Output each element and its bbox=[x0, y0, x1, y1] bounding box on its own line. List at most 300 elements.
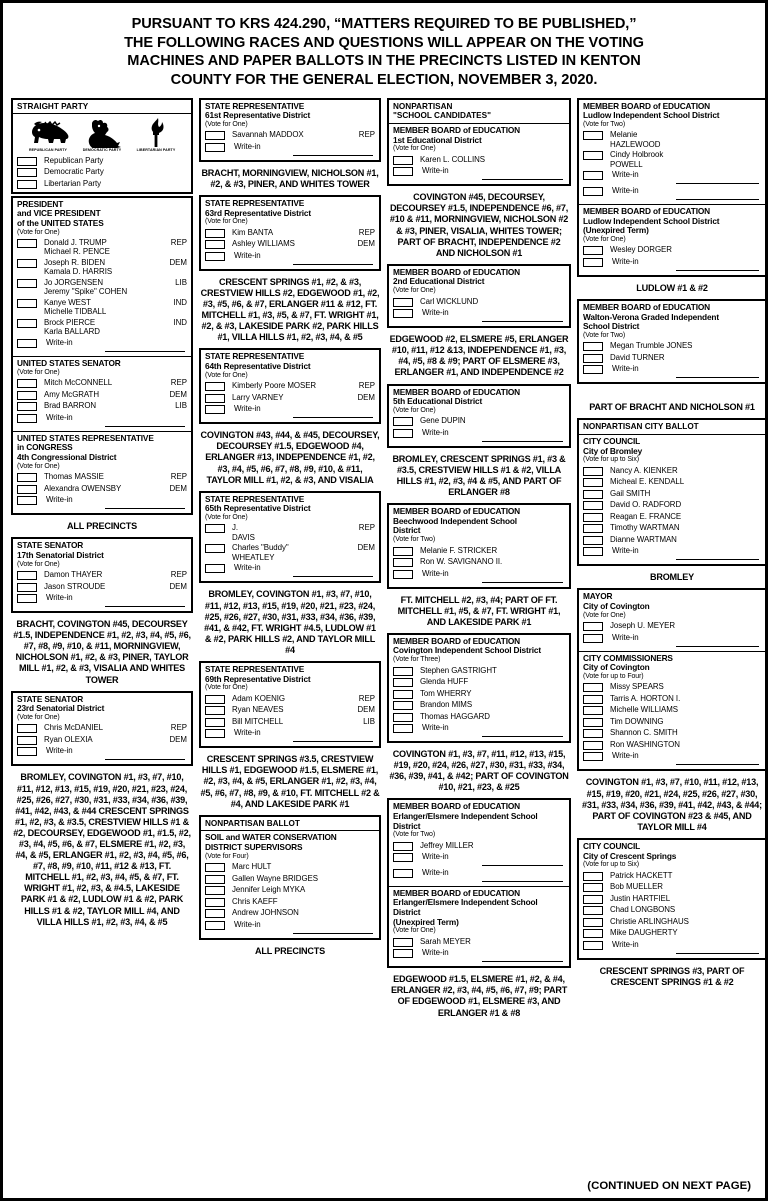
checkbox[interactable] bbox=[205, 394, 225, 403]
office-title: UNITED STATES SENATOR bbox=[17, 358, 121, 369]
candidate-row[interactable] bbox=[583, 523, 761, 533]
emblem-republican bbox=[22, 118, 74, 153]
checkbox[interactable] bbox=[583, 622, 603, 631]
checkbox[interactable] bbox=[583, 187, 603, 196]
office-title-line-2: City of Covington bbox=[583, 662, 650, 673]
checkbox[interactable] bbox=[17, 259, 37, 268]
checkbox[interactable] bbox=[205, 898, 225, 907]
candidate-row[interactable] bbox=[583, 245, 761, 255]
candidate-row[interactable] bbox=[17, 238, 187, 257]
candidate-row[interactable] bbox=[583, 894, 761, 904]
write-in-line bbox=[676, 559, 759, 560]
candidate-row[interactable] bbox=[17, 258, 187, 277]
continued-notice: (CONTINUED ON NEXT PAGE) bbox=[587, 1180, 751, 1192]
elephant-emblem bbox=[22, 118, 74, 148]
contest-president bbox=[13, 198, 191, 357]
candidate-row[interactable] bbox=[393, 297, 565, 307]
office-title-line-4: (Unexpired Term) bbox=[393, 916, 459, 927]
checkbox[interactable] bbox=[583, 695, 603, 704]
checkbox[interactable] bbox=[393, 678, 413, 687]
checkbox[interactable] bbox=[583, 872, 603, 881]
candidate-row[interactable] bbox=[583, 489, 761, 499]
candidate-row[interactable] bbox=[17, 390, 187, 400]
candidate-name: Gail SMITH bbox=[610, 488, 651, 498]
precinct-caption: COVINGTON #43, #44, & #45, DECOURSEY, DECOURSEY #1.5, EDGEWOOD #4, ERLANGER #13, INDEPENDENCE #1, #2, #3, #4, #5, #6, #7, #8, #9, #10, & #11, TAYLOR MILL #1, #2, & #3, AND VISALIA bbox=[200, 430, 380, 485]
checkbox[interactable] bbox=[17, 168, 37, 177]
checkbox[interactable] bbox=[583, 171, 603, 180]
checkbox[interactable] bbox=[17, 391, 37, 400]
write-in-row[interactable] bbox=[17, 495, 187, 505]
candidate-name: Cindy Holbrook POWELL bbox=[603, 150, 761, 169]
checkbox[interactable] bbox=[393, 547, 413, 556]
torch-emblem bbox=[130, 118, 182, 148]
checkbox[interactable] bbox=[393, 667, 413, 676]
write-in-row[interactable] bbox=[205, 142, 375, 152]
office-title bbox=[393, 889, 565, 927]
candidate-row[interactable] bbox=[583, 500, 761, 510]
office-title bbox=[393, 802, 565, 831]
write-in-label: Write-in bbox=[422, 948, 449, 958]
emblem-caption-republican: REPUBLICAN PARTY bbox=[28, 148, 68, 153]
checkbox[interactable] bbox=[205, 886, 225, 895]
candidate-row[interactable] bbox=[393, 557, 565, 567]
contest-group-erlanger-elsmere bbox=[387, 798, 571, 968]
write-in-row[interactable] bbox=[393, 868, 565, 878]
office-title-line-2: Erlanger/Elsmere Independent School bbox=[393, 897, 538, 908]
checkbox[interactable] bbox=[17, 379, 37, 388]
candidate-row[interactable] bbox=[583, 728, 761, 738]
candidate-row[interactable] bbox=[583, 512, 761, 522]
candidate-row[interactable] bbox=[583, 477, 761, 487]
checkbox[interactable] bbox=[583, 741, 603, 750]
write-in-row[interactable] bbox=[583, 257, 761, 267]
candidate-row[interactable] bbox=[583, 682, 761, 692]
precinct-caption: BROMLEY bbox=[649, 572, 695, 583]
office-title-line-2: City of Covington bbox=[583, 601, 650, 612]
checkbox[interactable] bbox=[583, 883, 603, 892]
checkbox[interactable] bbox=[393, 724, 413, 733]
checkbox[interactable] bbox=[17, 299, 37, 308]
checkbox[interactable] bbox=[583, 683, 603, 692]
checkbox[interactable] bbox=[393, 869, 413, 878]
checkbox[interactable] bbox=[205, 382, 225, 391]
candidate-row[interactable] bbox=[583, 882, 761, 892]
candidate-row[interactable] bbox=[17, 570, 187, 580]
option-label: Democratic Party bbox=[44, 167, 104, 177]
checkbox[interactable] bbox=[17, 571, 37, 580]
candidate-row[interactable] bbox=[393, 546, 565, 556]
checkbox[interactable] bbox=[583, 895, 603, 904]
candidate-row[interactable] bbox=[205, 694, 375, 704]
candidate-row[interactable] bbox=[393, 155, 565, 165]
checkbox[interactable] bbox=[205, 240, 225, 249]
contest-board-education-beechwood bbox=[387, 503, 571, 588]
contest-board-education-1st bbox=[387, 98, 571, 187]
precinct-caption: BROMLEY, CRESCENT SPRINGS #1, #3 & #3.5, CRESTVIEW HILLS #1 & #2, VILLA HILLS #1, #2, #3, #4 & #5, AND PART OF ERLANGER #8 bbox=[392, 453, 566, 498]
party-abbr: REP bbox=[170, 570, 187, 580]
checkbox[interactable] bbox=[583, 918, 603, 927]
office-title-line-1: MEMBER BOARD of EDUCATION bbox=[393, 887, 520, 898]
write-in-row[interactable] bbox=[205, 404, 375, 414]
party-abbr: DEM bbox=[357, 239, 375, 249]
page-title-line-1: PURSUANT TO KRS 424.290, “MATTERS REQUIRED TO BE PUBLISHED,” bbox=[131, 16, 637, 32]
checkbox[interactable] bbox=[393, 417, 413, 426]
office-title bbox=[393, 507, 565, 536]
checkbox[interactable] bbox=[17, 180, 37, 189]
candidate-name: Bill MITCHELL bbox=[232, 716, 284, 726]
write-in-row[interactable] bbox=[583, 186, 761, 196]
write-in-line bbox=[482, 582, 563, 583]
vote-for-instruction: (Vote for Four) bbox=[205, 852, 249, 860]
candidate-row[interactable] bbox=[205, 228, 375, 238]
office-title-line-2: in CONGRESS bbox=[17, 442, 73, 453]
checkbox[interactable] bbox=[583, 501, 603, 510]
candidate-row[interactable] bbox=[205, 393, 375, 403]
candidate-name: Reagan E. FRANCE bbox=[610, 511, 682, 521]
checkbox[interactable] bbox=[583, 151, 603, 160]
checkbox[interactable] bbox=[583, 258, 603, 267]
checkbox[interactable] bbox=[393, 298, 413, 307]
candidate-name: Alexandra OWENSBY bbox=[44, 483, 122, 493]
vote-for-instruction: (Vote for One) bbox=[205, 513, 248, 521]
checkbox[interactable] bbox=[583, 467, 603, 476]
party-abbr: DEM bbox=[169, 581, 187, 591]
vote-for-instruction: (Vote for One) bbox=[393, 406, 436, 414]
write-in-row[interactable] bbox=[205, 728, 375, 738]
candidate-row[interactable] bbox=[583, 353, 761, 363]
party-abbr: LIB bbox=[363, 716, 375, 726]
checkbox[interactable] bbox=[17, 239, 37, 248]
checkbox[interactable] bbox=[205, 405, 225, 414]
candidate-row[interactable] bbox=[205, 239, 375, 249]
checkbox[interactable] bbox=[583, 131, 603, 140]
write-in-label: Write-in bbox=[422, 308, 449, 318]
candidate-row[interactable] bbox=[583, 717, 761, 727]
office-title bbox=[583, 207, 761, 236]
checkbox[interactable] bbox=[205, 229, 225, 238]
office-title-line-1: CITY COUNCIL bbox=[583, 436, 641, 447]
write-in-label: Write-in bbox=[234, 141, 261, 151]
checkbox[interactable] bbox=[583, 929, 603, 938]
office-title-line-2: Covington Independent School District bbox=[393, 645, 541, 656]
office-title-line-1: STATE SENATOR bbox=[17, 540, 84, 551]
candidate-row[interactable] bbox=[393, 937, 565, 947]
checkbox[interactable] bbox=[583, 536, 603, 545]
candidate-row[interactable] bbox=[393, 416, 565, 426]
checkbox[interactable] bbox=[393, 949, 413, 958]
checkbox[interactable] bbox=[393, 309, 413, 318]
write-in-row[interactable] bbox=[205, 920, 375, 930]
option-republican-party[interactable] bbox=[17, 156, 187, 166]
contest-state-rep-63 bbox=[199, 195, 381, 271]
checkbox[interactable] bbox=[17, 402, 37, 411]
checkbox[interactable] bbox=[205, 718, 225, 727]
checkbox[interactable] bbox=[205, 524, 225, 533]
candidate-row[interactable] bbox=[393, 689, 565, 699]
vote-for-instruction: (Vote for One) bbox=[393, 927, 436, 935]
office-title-line-2: 61st Representative District bbox=[205, 110, 311, 121]
candidate-name: Savannah MADDOX bbox=[232, 130, 304, 140]
write-in-line bbox=[676, 646, 759, 647]
checkbox[interactable] bbox=[205, 921, 225, 930]
candidate-row[interactable] bbox=[393, 712, 565, 722]
write-in-label: Write-in bbox=[422, 427, 449, 437]
checkbox[interactable] bbox=[17, 594, 37, 603]
candidate-row[interactable] bbox=[17, 298, 187, 317]
office-title bbox=[583, 437, 761, 456]
write-in-row[interactable] bbox=[393, 852, 565, 862]
write-in-line bbox=[676, 764, 759, 765]
candidate-name: Ryan OLEXIA bbox=[44, 734, 93, 744]
checkbox[interactable] bbox=[205, 252, 225, 261]
option-democratic-party[interactable] bbox=[17, 167, 187, 177]
precinct-caption: BROMLEY, COVINGTON #1, #3, #7, #10, #11, #12, #13, #15, #19, #20, #21, #23, #24, #25, #26, #27, #30, #31, #33, #34, #36, #39, #41, #42, #43, & #44 CRESCENT SPRINGS #1, #2, #3, & #3.5, CRESTVIEW HILLS #1 & #2, DECOURSEY, EDGEWOOD #1, #1.5, #2, #3, #4, #5, #6, & #7, ELSMERE #1, #2, #3, #4, & #5, ERLANGER #1, #2, #3, #4, #5, #6, #7, #8, #9, #10, #11, #12 & #13, FT. MITCHELL #1, #2, #3, #4, #5, & #7, FT. WRIGHT #1, #2, #3, & #4.5, LAKESIDE PARK #1 & #2, LUDLOW #1 & #2, PARK HILLS #1 & #2, TAYLOR MILL #4, AND VILLA HILLS #1, #2, #3, #4, & #5 bbox=[13, 772, 191, 927]
write-in-row[interactable] bbox=[17, 746, 187, 756]
office-title-line-1: STATE REPRESENTATIVE bbox=[205, 351, 305, 362]
vote-for-instruction: (Vote for Two) bbox=[583, 120, 626, 128]
write-in-row[interactable] bbox=[583, 633, 761, 643]
office-title-line-1: SOIL and WATER CONSERVATION bbox=[205, 832, 337, 843]
checkbox[interactable] bbox=[17, 157, 37, 166]
candidate-name: Ryan NEAVES bbox=[232, 705, 284, 715]
party-abbr: REP bbox=[358, 227, 375, 237]
checkbox[interactable] bbox=[17, 747, 37, 756]
candidate-row[interactable] bbox=[205, 523, 375, 542]
candidate-row[interactable] bbox=[17, 378, 187, 388]
checkbox[interactable] bbox=[17, 485, 37, 494]
checkbox[interactable] bbox=[17, 414, 37, 423]
emblem-libertarian bbox=[130, 118, 182, 153]
office-title bbox=[583, 654, 761, 673]
office-title bbox=[583, 303, 761, 332]
write-in-row[interactable] bbox=[393, 166, 565, 176]
checkbox[interactable] bbox=[393, 713, 413, 722]
candidate-row[interactable] bbox=[583, 466, 761, 476]
checkbox[interactable] bbox=[205, 863, 225, 872]
checkbox[interactable] bbox=[393, 842, 413, 851]
contest-board-education-ludlow-unexpired bbox=[579, 205, 765, 275]
candidate-row[interactable] bbox=[583, 535, 761, 545]
ballot-columns bbox=[11, 98, 762, 1178]
office-title-line-2: City of Bromley bbox=[583, 445, 643, 456]
candidate-row[interactable] bbox=[583, 871, 761, 881]
emblem-democratic bbox=[76, 118, 128, 153]
checkbox[interactable] bbox=[205, 875, 225, 884]
write-in-label: Write-in bbox=[422, 852, 449, 862]
checkbox[interactable] bbox=[205, 131, 225, 140]
running-mate-name: Michelle TIDBALL bbox=[44, 307, 107, 317]
candidate-row[interactable] bbox=[17, 723, 187, 733]
office-title bbox=[393, 388, 565, 407]
contest-mayor-covington bbox=[579, 590, 765, 651]
office-title-line-1: MEMBER BOARD of EDUCATION bbox=[393, 266, 520, 277]
candidate-row[interactable] bbox=[205, 897, 375, 907]
party-abbr: DEM bbox=[169, 483, 187, 493]
office-title-line-1: MEMBER BOARD of EDUCATION bbox=[393, 635, 520, 646]
checkbox[interactable] bbox=[393, 156, 413, 165]
write-in-row[interactable] bbox=[393, 948, 565, 958]
candidate-name: Larry VARNEY bbox=[232, 392, 284, 402]
checkbox[interactable] bbox=[17, 724, 37, 733]
write-in-label: Write-in bbox=[46, 338, 73, 348]
checkbox[interactable] bbox=[583, 513, 603, 522]
candidate-row[interactable] bbox=[205, 862, 375, 872]
office-title bbox=[583, 842, 761, 861]
candidate-name: Chad LONGBONS bbox=[610, 905, 676, 915]
candidate-row[interactable] bbox=[393, 700, 565, 710]
checkbox[interactable] bbox=[583, 906, 603, 915]
checkbox[interactable] bbox=[17, 319, 37, 328]
candidate-row[interactable] bbox=[205, 543, 375, 562]
candidate-row[interactable] bbox=[583, 341, 761, 351]
candidate-row[interactable] bbox=[393, 666, 565, 676]
candidate-name: Andrew JOHNSON bbox=[232, 908, 299, 918]
checkbox[interactable] bbox=[205, 729, 225, 738]
candidate-row[interactable] bbox=[583, 694, 761, 704]
write-in-row[interactable] bbox=[583, 546, 761, 556]
candidate-row[interactable] bbox=[17, 318, 187, 337]
candidate-name: Jennifer Leigh MYKA bbox=[232, 885, 306, 895]
candidate-row[interactable] bbox=[583, 928, 761, 938]
write-in-row[interactable] bbox=[393, 723, 565, 733]
option-libertarian-party[interactable] bbox=[17, 179, 187, 189]
checkbox[interactable] bbox=[583, 524, 603, 533]
write-in-row[interactable] bbox=[17, 413, 187, 423]
candidate-row[interactable] bbox=[393, 677, 565, 687]
checkbox[interactable] bbox=[583, 706, 603, 715]
write-in-row[interactable] bbox=[583, 364, 761, 374]
checkbox[interactable] bbox=[583, 941, 603, 950]
write-in-row[interactable] bbox=[393, 428, 565, 438]
write-in-row[interactable] bbox=[583, 170, 761, 180]
candidate-row[interactable] bbox=[205, 885, 375, 895]
write-in-line bbox=[293, 741, 373, 742]
checkbox[interactable] bbox=[583, 342, 603, 351]
write-in-label: Write-in bbox=[234, 250, 261, 260]
office-title-line-2: 69th Representative District bbox=[205, 673, 311, 684]
write-in-row[interactable] bbox=[205, 251, 375, 261]
contest-city-council-bromley bbox=[577, 418, 767, 566]
checkbox[interactable] bbox=[205, 544, 225, 553]
candidate-row[interactable] bbox=[205, 874, 375, 884]
checkbox[interactable] bbox=[205, 143, 225, 152]
candidate-row[interactable] bbox=[17, 582, 187, 592]
checkbox[interactable] bbox=[205, 695, 225, 704]
vote-for-instruction: (Vote for Two) bbox=[393, 535, 436, 543]
checkbox[interactable] bbox=[205, 564, 225, 573]
office-title bbox=[205, 352, 375, 371]
checkbox[interactable] bbox=[583, 634, 603, 643]
office-title-line-3: of the UNITED STATES bbox=[17, 218, 104, 229]
candidate-row[interactable] bbox=[205, 130, 375, 140]
contest-soil-water-supervisors bbox=[199, 815, 381, 940]
checkbox[interactable] bbox=[393, 167, 413, 176]
checkbox[interactable] bbox=[583, 718, 603, 727]
candidate-row[interactable] bbox=[583, 905, 761, 915]
candidate-row[interactable] bbox=[17, 472, 187, 482]
precinct-caption: PART OF BRACHT AND NICHOLSON #1 bbox=[589, 402, 755, 413]
checkbox[interactable] bbox=[583, 246, 603, 255]
party-abbr: DEM bbox=[169, 258, 187, 268]
checkbox[interactable] bbox=[393, 690, 413, 699]
candidate-row[interactable] bbox=[205, 705, 375, 715]
write-in-line bbox=[482, 865, 563, 866]
checkbox[interactable] bbox=[393, 701, 413, 710]
checkbox[interactable] bbox=[393, 429, 413, 438]
candidate-row[interactable] bbox=[17, 278, 187, 297]
party-emblems bbox=[17, 116, 187, 154]
candidate-row[interactable] bbox=[17, 484, 187, 494]
candidate-row[interactable] bbox=[17, 735, 187, 745]
write-in-row[interactable] bbox=[17, 338, 187, 348]
candidate-row[interactable] bbox=[583, 917, 761, 927]
candidate-row[interactable] bbox=[205, 908, 375, 918]
checkbox[interactable] bbox=[17, 279, 37, 288]
office-title bbox=[17, 541, 187, 560]
ballot-column-2 bbox=[199, 98, 381, 962]
checkbox[interactable] bbox=[17, 736, 37, 745]
candidate-row[interactable] bbox=[583, 705, 761, 715]
candidate-name: Christie ARLINGHAUS bbox=[610, 916, 689, 926]
candidate-row[interactable] bbox=[583, 130, 761, 149]
checkbox[interactable] bbox=[393, 570, 413, 579]
candidate-row[interactable] bbox=[17, 401, 187, 411]
checkbox[interactable] bbox=[17, 339, 37, 348]
write-in-label: Write-in bbox=[234, 404, 261, 414]
vote-for-instruction: (Vote for One) bbox=[583, 611, 626, 619]
checkbox[interactable] bbox=[583, 365, 603, 374]
office-title-line-2: Beechwood Independent School bbox=[393, 515, 517, 526]
checkbox[interactable] bbox=[583, 547, 603, 556]
write-in-row[interactable] bbox=[17, 593, 187, 603]
contest-city-commissioners-covington bbox=[579, 652, 765, 770]
candidate-row[interactable] bbox=[393, 841, 565, 851]
write-in-row[interactable] bbox=[583, 940, 761, 950]
office-title-line-2: and VICE PRESIDENT bbox=[17, 208, 101, 219]
candidate-row[interactable] bbox=[205, 717, 375, 727]
checkbox[interactable] bbox=[17, 496, 37, 505]
party-abbr: REP bbox=[358, 130, 375, 140]
checkbox[interactable] bbox=[583, 478, 603, 487]
candidate-row[interactable] bbox=[583, 621, 761, 631]
checkbox[interactable] bbox=[583, 490, 603, 499]
party-abbr: DEM bbox=[357, 392, 375, 402]
checkbox[interactable] bbox=[393, 938, 413, 947]
write-in-row[interactable] bbox=[205, 563, 375, 573]
write-in-row[interactable] bbox=[393, 308, 565, 318]
contest-board-education-5th bbox=[387, 384, 571, 448]
checkbox[interactable] bbox=[17, 583, 37, 592]
checkbox[interactable] bbox=[583, 354, 603, 363]
precinct-caption: COVINGTON #1, #3, #7, #10, #11, #12, #13, #15, #19, #20, #21, #24, #25, #26, #27, #30, #31, #33, #34, #36, #39, #41, #42, #43, & #44; PART OF COVINGTON #23 & #45, AND TAYLOR MILL #4 bbox=[582, 777, 762, 832]
checkbox[interactable] bbox=[205, 909, 225, 918]
checkbox[interactable] bbox=[393, 558, 413, 567]
party-abbr: REP bbox=[170, 238, 187, 248]
write-in-label: Write-in bbox=[46, 412, 73, 422]
checkbox[interactable] bbox=[205, 706, 225, 715]
candidate-row[interactable] bbox=[583, 740, 761, 750]
checkbox[interactable] bbox=[583, 729, 603, 738]
candidate-row[interactable] bbox=[205, 381, 375, 391]
checkbox[interactable] bbox=[583, 752, 603, 761]
write-in-row[interactable] bbox=[393, 569, 565, 579]
precinct-caption: BRACHT, COVINGTON #45, DECOURSEY #1.5, INDEPENDENCE #1, #2, #3, #4, #5, #6, #7, #8, #9, #10, & #11, MORNINGVIEW, NICHOLSON #1, #2, & #3, PINER, TAYLOR MILL #1, #2, & #3, VISALIA AND WHITES TOWER bbox=[13, 619, 191, 685]
write-in-row[interactable] bbox=[583, 751, 761, 761]
candidate-row[interactable] bbox=[583, 150, 761, 169]
checkbox[interactable] bbox=[17, 473, 37, 482]
checkbox[interactable] bbox=[393, 853, 413, 862]
precinct-caption: ALL PRECINCTS bbox=[67, 521, 137, 532]
